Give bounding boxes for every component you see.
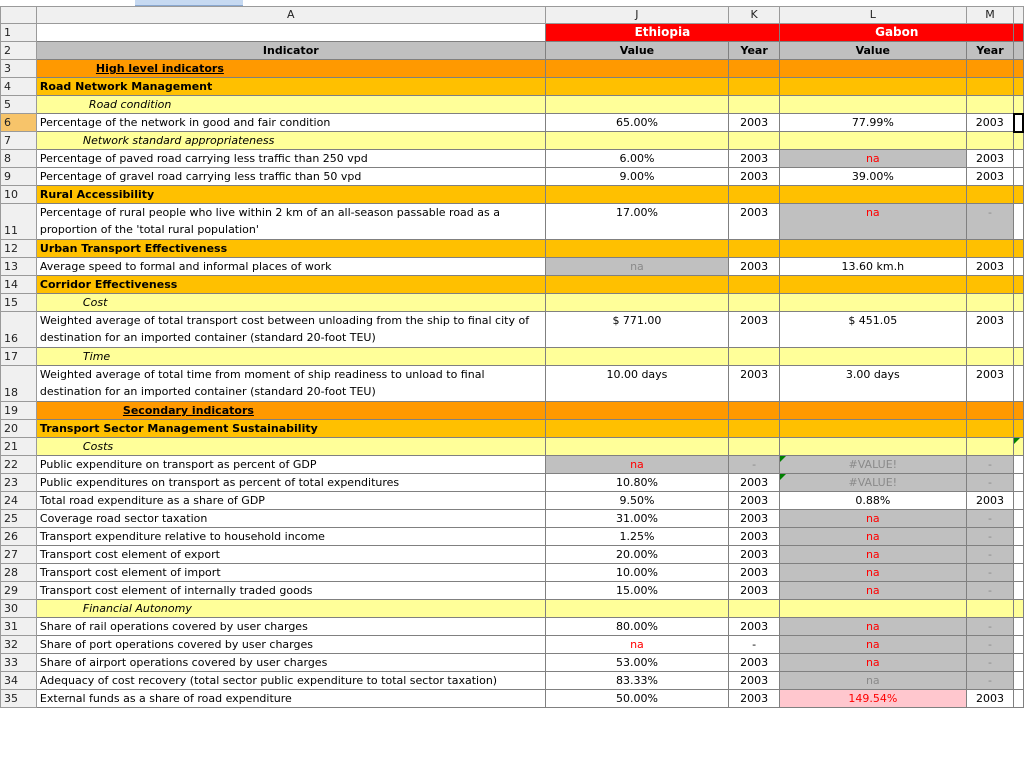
gabon-year[interactable]: 2003: [966, 114, 1014, 132]
row-header[interactable]: 5: [1, 96, 37, 114]
gabon-value[interactable]: 39.00%: [780, 168, 966, 186]
high-level-indicators-label: High level indicators: [95, 62, 224, 75]
gabon-value[interactable]: 3.00 days: [780, 366, 966, 402]
ethiopia-value[interactable]: na: [545, 456, 728, 474]
ethiopia-value[interactable]: 10.80%: [545, 474, 728, 492]
cell[interactable]: [966, 60, 1014, 78]
row-header[interactable]: 16: [1, 312, 37, 348]
cell[interactable]: [1014, 366, 1023, 402]
cell[interactable]: [545, 402, 728, 420]
cell[interactable]: [966, 96, 1014, 114]
cell[interactable]: [545, 186, 728, 204]
table-row: [1, 564, 1024, 582]
gabon-value[interactable]: na: [780, 582, 966, 600]
ethiopia-value[interactable]: 10.00%: [545, 564, 728, 582]
column-header-n[interactable]: [1014, 7, 1023, 24]
indicator-cell[interactable]: Share of airport operations covered by user charges: [36, 654, 545, 672]
cell[interactable]: [1014, 474, 1023, 492]
country-gabon[interactable]: Gabon: [780, 24, 1014, 42]
indicator-cell[interactable]: Coverage road sector taxation: [36, 510, 545, 528]
section-title[interactable]: Corridor Effectiveness: [36, 276, 545, 294]
row-header[interactable]: 23: [1, 474, 37, 492]
row-header[interactable]: 8: [1, 150, 37, 168]
column-header-a[interactable]: A: [36, 7, 545, 24]
cell[interactable]: [545, 240, 728, 258]
cell[interactable]: [729, 96, 780, 114]
indicator-cell[interactable]: Transport cost element of export: [36, 546, 545, 564]
cell[interactable]: [545, 60, 728, 78]
indicator-cell[interactable]: Average speed to formal and informal places of work: [36, 258, 545, 276]
gabon-year[interactable]: -: [966, 636, 1014, 654]
column-header-l[interactable]: L: [780, 7, 966, 24]
cell[interactable]: [780, 78, 966, 96]
cell[interactable]: [729, 438, 780, 456]
subsection-title[interactable]: Financial Autonomy: [36, 600, 545, 618]
cell[interactable]: [780, 60, 966, 78]
cell[interactable]: [780, 600, 966, 618]
table-row: [1, 474, 1024, 492]
table-row: [1, 636, 1024, 654]
table-row: [1, 582, 1024, 600]
ethiopia-year[interactable]: -: [729, 636, 780, 654]
cell[interactable]: [729, 420, 780, 438]
gabon-value[interactable]: 77.99%: [780, 114, 966, 132]
row-header[interactable]: 32: [1, 636, 37, 654]
indicator-cell[interactable]: Percentage of rural people who live within 2 km of an all-season passable road as a proportion of the 'total rural population': [36, 204, 545, 240]
row-header[interactable]: 35: [1, 690, 37, 708]
row-header[interactable]: 19: [1, 402, 37, 420]
ethiopia-year[interactable]: -: [729, 456, 780, 474]
table-row: [1, 510, 1024, 528]
row-header[interactable]: 25: [1, 510, 37, 528]
cell[interactable]: [729, 294, 780, 312]
subsection-title[interactable]: Road condition: [36, 96, 545, 114]
cell[interactable]: [1014, 582, 1023, 600]
gabon-value[interactable]: $ 451.05: [780, 312, 966, 348]
row-header[interactable]: 30: [1, 600, 37, 618]
gabon-year[interactable]: -: [966, 618, 1014, 636]
row-header[interactable]: 20: [1, 420, 37, 438]
ethiopia-year[interactable]: 2003: [729, 690, 780, 708]
indicator-cell[interactable]: Public expenditure on transport as percent of GDP: [36, 456, 545, 474]
row-header[interactable]: 15: [1, 294, 37, 312]
indicator-header[interactable]: Indicator: [36, 42, 545, 60]
table-row: [1, 456, 1024, 474]
ethiopia-year[interactable]: 2003: [729, 618, 780, 636]
cell[interactable]: [966, 276, 1014, 294]
cell[interactable]: [1014, 492, 1023, 510]
subsection-title[interactable]: Time: [36, 348, 545, 366]
ethiopia-year[interactable]: 2003: [729, 582, 780, 600]
ethiopia-year[interactable]: 2003: [729, 510, 780, 528]
cell[interactable]: [729, 60, 780, 78]
cell[interactable]: [545, 78, 728, 96]
gabon-value[interactable]: #VALUE!: [780, 474, 966, 492]
cell[interactable]: [1014, 186, 1023, 204]
cell[interactable]: [1014, 258, 1023, 276]
cell[interactable]: [1014, 690, 1023, 708]
gabon-value[interactable]: na: [780, 636, 966, 654]
indicator-cell[interactable]: Share of rail operations covered by user charges: [36, 618, 545, 636]
gabon-value[interactable]: na: [780, 510, 966, 528]
gabon-year[interactable]: -: [966, 672, 1014, 690]
cell[interactable]: [1014, 546, 1023, 564]
table-row: [1, 114, 1024, 132]
row-header[interactable]: 4: [1, 78, 37, 96]
indicator-cell[interactable]: Transport cost element of import: [36, 564, 545, 582]
cell[interactable]: [1014, 240, 1023, 258]
cell[interactable]: [1014, 168, 1023, 186]
row-header[interactable]: 12: [1, 240, 37, 258]
table-row: [1, 492, 1024, 510]
table-row: [1, 96, 1024, 114]
cell[interactable]: [545, 438, 728, 456]
table-row: [1, 24, 1024, 42]
cell[interactable]: [729, 402, 780, 420]
cell[interactable]: [1014, 564, 1023, 582]
indicator-cell[interactable]: Adequacy of cost recovery (total sector public expenditure to total sector taxation): [36, 672, 545, 690]
indicator-cell[interactable]: Percentage of paved road carrying less traffic than 250 vpd: [36, 150, 545, 168]
table-row: [1, 654, 1024, 672]
cell[interactable]: [1014, 132, 1023, 150]
row-header[interactable]: 3: [1, 60, 37, 78]
cell[interactable]: [729, 348, 780, 366]
gabon-year[interactable]: -: [966, 456, 1014, 474]
cell[interactable]: [780, 240, 966, 258]
table-row: [1, 348, 1024, 366]
country-ethiopia[interactable]: Ethiopia: [545, 24, 779, 42]
gabon-value[interactable]: 149.54%: [780, 690, 966, 708]
gabon-year[interactable]: -: [966, 582, 1014, 600]
cell[interactable]: [1014, 150, 1023, 168]
table-row: [1, 312, 1024, 348]
cell[interactable]: [1014, 438, 1023, 456]
gabon-year[interactable]: 2003: [966, 150, 1014, 168]
secondary-indicators-title[interactable]: [36, 402, 545, 420]
row-header[interactable]: 14: [1, 276, 37, 294]
ethiopia-year[interactable]: 2003: [729, 258, 780, 276]
gabon-value[interactable]: 0.88%: [780, 492, 966, 510]
ethiopia-value[interactable]: 9.00%: [545, 168, 728, 186]
cell[interactable]: [729, 186, 780, 204]
cell[interactable]: [545, 276, 728, 294]
ethiopia-value[interactable]: 9.50%: [545, 492, 728, 510]
row-header[interactable]: 18: [1, 366, 37, 402]
cell[interactable]: [1014, 456, 1023, 474]
subsection-title[interactable]: Cost: [36, 294, 545, 312]
indicator-cell[interactable]: External funds as a share of road expenditure: [36, 690, 545, 708]
row-header-selected[interactable]: 6: [1, 114, 37, 132]
cell[interactable]: [780, 276, 966, 294]
table-row: [1, 186, 1024, 204]
table-row: [1, 402, 1024, 420]
cell[interactable]: [966, 600, 1014, 618]
cell[interactable]: [729, 600, 780, 618]
ethiopia-year[interactable]: 2003: [729, 366, 780, 402]
gabon-year[interactable]: 2003: [966, 492, 1014, 510]
cell[interactable]: [545, 294, 728, 312]
indicator-cell[interactable]: Total road expenditure as a share of GDP: [36, 492, 545, 510]
cell[interactable]: [780, 294, 966, 312]
cell[interactable]: [1014, 276, 1023, 294]
gabon-value[interactable]: na: [780, 150, 966, 168]
section-title[interactable]: Road Network Management: [36, 78, 545, 96]
table-row: [1, 420, 1024, 438]
gabon-year[interactable]: -: [966, 528, 1014, 546]
gabon-value[interactable]: na: [780, 654, 966, 672]
cell[interactable]: [1014, 618, 1023, 636]
ethiopia-year[interactable]: 2003: [729, 312, 780, 348]
ethiopia-value[interactable]: 15.00%: [545, 582, 728, 600]
table-row: [1, 258, 1024, 276]
gabon-value[interactable]: 13.60 km.h: [780, 258, 966, 276]
ethiopia-value[interactable]: 53.00%: [545, 654, 728, 672]
cell[interactable]: [780, 348, 966, 366]
ethiopia-value[interactable]: 6.00%: [545, 150, 728, 168]
section-title[interactable]: Urban Transport Effectiveness: [36, 240, 545, 258]
ethiopia-year[interactable]: 2003: [729, 168, 780, 186]
secondary-indicators-label: Secondary indicators: [122, 404, 254, 417]
cell[interactable]: [1014, 402, 1023, 420]
table-row: [1, 438, 1024, 456]
column-header-j[interactable]: J: [545, 7, 728, 24]
ethiopia-value[interactable]: 17.00%: [545, 204, 728, 240]
ethiopia-value[interactable]: 31.00%: [545, 510, 728, 528]
cell[interactable]: [545, 348, 728, 366]
cell[interactable]: [729, 78, 780, 96]
gabon-value[interactable]: na: [780, 204, 966, 240]
row-header[interactable]: 22: [1, 456, 37, 474]
cell[interactable]: [545, 132, 728, 150]
cell[interactable]: [545, 600, 728, 618]
section-title[interactable]: Rural Accessibility: [36, 186, 545, 204]
ethiopia-value[interactable]: 20.00%: [545, 546, 728, 564]
subsection-title[interactable]: Network standard appropriateness: [36, 132, 545, 150]
row-header[interactable]: 21: [1, 438, 37, 456]
cell[interactable]: [1014, 600, 1023, 618]
gabon-value[interactable]: #VALUE!: [780, 456, 966, 474]
cell[interactable]: [966, 438, 1014, 456]
ethiopia-year[interactable]: 2003: [729, 672, 780, 690]
value-header[interactable]: Value: [780, 42, 966, 60]
gabon-year[interactable]: -: [966, 474, 1014, 492]
cell[interactable]: [1014, 312, 1023, 348]
row-header[interactable]: 27: [1, 546, 37, 564]
gabon-value[interactable]: na: [780, 546, 966, 564]
ethiopia-year[interactable]: 2003: [729, 492, 780, 510]
subsection-title[interactable]: Costs: [36, 438, 545, 456]
gabon-year[interactable]: 2003: [966, 312, 1014, 348]
table-row: [1, 690, 1024, 708]
cell[interactable]: [966, 420, 1014, 438]
gabon-value[interactable]: na: [780, 618, 966, 636]
ethiopia-year[interactable]: 2003: [729, 114, 780, 132]
row-header[interactable]: 26: [1, 528, 37, 546]
cell[interactable]: [1014, 96, 1023, 114]
active-cell-cursor[interactable]: [1014, 114, 1023, 132]
indicator-cell[interactable]: Weighted average of total transport cost between unloading from the ship to final city of destination for an imported container (standard 20-foot TEU): [36, 312, 545, 348]
ethiopia-year[interactable]: 2003: [729, 546, 780, 564]
table-row: [1, 60, 1024, 78]
year-header[interactable]: Year: [729, 42, 780, 60]
row-header[interactable]: 1: [1, 24, 37, 42]
indicator-cell[interactable]: Public expenditures on transport as percent of total expenditures: [36, 474, 545, 492]
gabon-year[interactable]: 2003: [966, 168, 1014, 186]
ethiopia-value[interactable]: 83.33%: [545, 672, 728, 690]
cell[interactable]: [1014, 636, 1023, 654]
table-row: [1, 672, 1024, 690]
row-header[interactable]: 31: [1, 618, 37, 636]
table-row: [1, 168, 1024, 186]
cell[interactable]: [780, 420, 966, 438]
table-row: [1, 276, 1024, 294]
cell[interactable]: [966, 348, 1014, 366]
cell[interactable]: [545, 96, 728, 114]
row-header[interactable]: 2: [1, 42, 37, 60]
gabon-year[interactable]: 2003: [966, 690, 1014, 708]
indicator-cell[interactable]: Percentage of gravel road carrying less traffic than 50 vpd: [36, 168, 545, 186]
gabon-value[interactable]: na: [780, 528, 966, 546]
row-header[interactable]: 13: [1, 258, 37, 276]
row-header[interactable]: 34: [1, 672, 37, 690]
ethiopia-value[interactable]: $ 771.00: [545, 312, 728, 348]
country-next[interactable]: [1014, 24, 1023, 42]
column-header-row: [1, 7, 1024, 24]
indicator-cell[interactable]: Transport cost element of internally traded goods: [36, 582, 545, 600]
select-all-corner[interactable]: [1, 7, 37, 24]
ethiopia-year[interactable]: 2003: [729, 654, 780, 672]
table-row: [1, 366, 1024, 402]
table-row: [1, 294, 1024, 312]
ethiopia-year[interactable]: 2003: [729, 150, 780, 168]
ethiopia-year[interactable]: 2003: [729, 564, 780, 582]
ethiopia-value[interactable]: 1.25%: [545, 528, 728, 546]
gabon-value[interactable]: na: [780, 564, 966, 582]
gabon-value[interactable]: na: [780, 672, 966, 690]
high-level-indicators-title[interactable]: [36, 60, 545, 78]
cell[interactable]: [780, 132, 966, 150]
table-row: [1, 240, 1024, 258]
table-row: [1, 150, 1024, 168]
section-title[interactable]: Transport Sector Management Sustainability: [36, 420, 545, 438]
gabon-year[interactable]: -: [966, 654, 1014, 672]
cell[interactable]: [966, 132, 1014, 150]
table-row: [1, 132, 1024, 150]
ethiopia-value[interactable]: 65.00%: [545, 114, 728, 132]
row-header[interactable]: 11: [1, 204, 37, 240]
table-row: [1, 204, 1024, 240]
ethiopia-year[interactable]: 2003: [729, 474, 780, 492]
cell[interactable]: [1014, 78, 1023, 96]
cell[interactable]: [1014, 420, 1023, 438]
column-header-m[interactable]: M: [966, 7, 1014, 24]
row-header[interactable]: 10: [1, 186, 37, 204]
cell[interactable]: [1014, 672, 1023, 690]
cell[interactable]: [966, 78, 1014, 96]
row-header[interactable]: 17: [1, 348, 37, 366]
cell[interactable]: [1014, 528, 1023, 546]
row-header[interactable]: 33: [1, 654, 37, 672]
cell[interactable]: [1014, 510, 1023, 528]
table-row: [1, 546, 1024, 564]
ethiopia-value[interactable]: 80.00%: [545, 618, 728, 636]
ethiopia-value[interactable]: 50.00%: [545, 690, 728, 708]
cell[interactable]: [966, 294, 1014, 312]
table-row: [1, 600, 1024, 618]
cell[interactable]: [966, 402, 1014, 420]
cell[interactable]: [1014, 204, 1023, 240]
ethiopia-value[interactable]: na: [545, 258, 728, 276]
value-header[interactable]: Value: [545, 42, 728, 60]
row-header[interactable]: 7: [1, 132, 37, 150]
cell[interactable]: [729, 132, 780, 150]
cell[interactable]: [545, 420, 728, 438]
ethiopia-value[interactable]: na: [545, 636, 728, 654]
cell[interactable]: [729, 240, 780, 258]
cell[interactable]: [1014, 654, 1023, 672]
worksheet-grid: [0, 6, 1024, 708]
cell[interactable]: [966, 240, 1014, 258]
cell-a1[interactable]: [36, 24, 545, 42]
cell[interactable]: [729, 276, 780, 294]
row-header[interactable]: 28: [1, 564, 37, 582]
cell[interactable]: [1014, 42, 1023, 60]
table-row: [1, 42, 1024, 60]
cell[interactable]: [1014, 294, 1023, 312]
year-header[interactable]: Year: [966, 42, 1014, 60]
gabon-year[interactable]: 2003: [966, 258, 1014, 276]
column-header-k[interactable]: K: [729, 7, 780, 24]
gabon-year[interactable]: -: [966, 546, 1014, 564]
table-row: [1, 528, 1024, 546]
gabon-year[interactable]: -: [966, 204, 1014, 240]
cell[interactable]: [780, 438, 966, 456]
row-header[interactable]: 9: [1, 168, 37, 186]
indicator-cell[interactable]: Percentage of the network in good and fair condition: [36, 114, 545, 132]
indicator-cell[interactable]: Weighted average of total time from moment of ship readiness to unload to final destination for an imported container (standard 20-foot TEU): [36, 366, 545, 402]
cell[interactable]: [780, 186, 966, 204]
table-row: [1, 78, 1024, 96]
gabon-year[interactable]: -: [966, 564, 1014, 582]
gabon-year[interactable]: -: [966, 510, 1014, 528]
table-row: [1, 618, 1024, 636]
row-header[interactable]: 29: [1, 582, 37, 600]
ethiopia-value[interactable]: 10.00 days: [545, 366, 728, 402]
indicator-cell[interactable]: Transport expenditure relative to household income: [36, 528, 545, 546]
ethiopia-year[interactable]: 2003: [729, 528, 780, 546]
ethiopia-year[interactable]: 2003: [729, 204, 780, 240]
cell[interactable]: [1014, 348, 1023, 366]
cell[interactable]: [966, 186, 1014, 204]
gabon-year[interactable]: 2003: [966, 366, 1014, 402]
cell[interactable]: [1014, 60, 1023, 78]
cell[interactable]: [780, 96, 966, 114]
cell[interactable]: [780, 402, 966, 420]
row-header[interactable]: 24: [1, 492, 37, 510]
indicator-cell[interactable]: Share of port operations covered by user charges: [36, 636, 545, 654]
